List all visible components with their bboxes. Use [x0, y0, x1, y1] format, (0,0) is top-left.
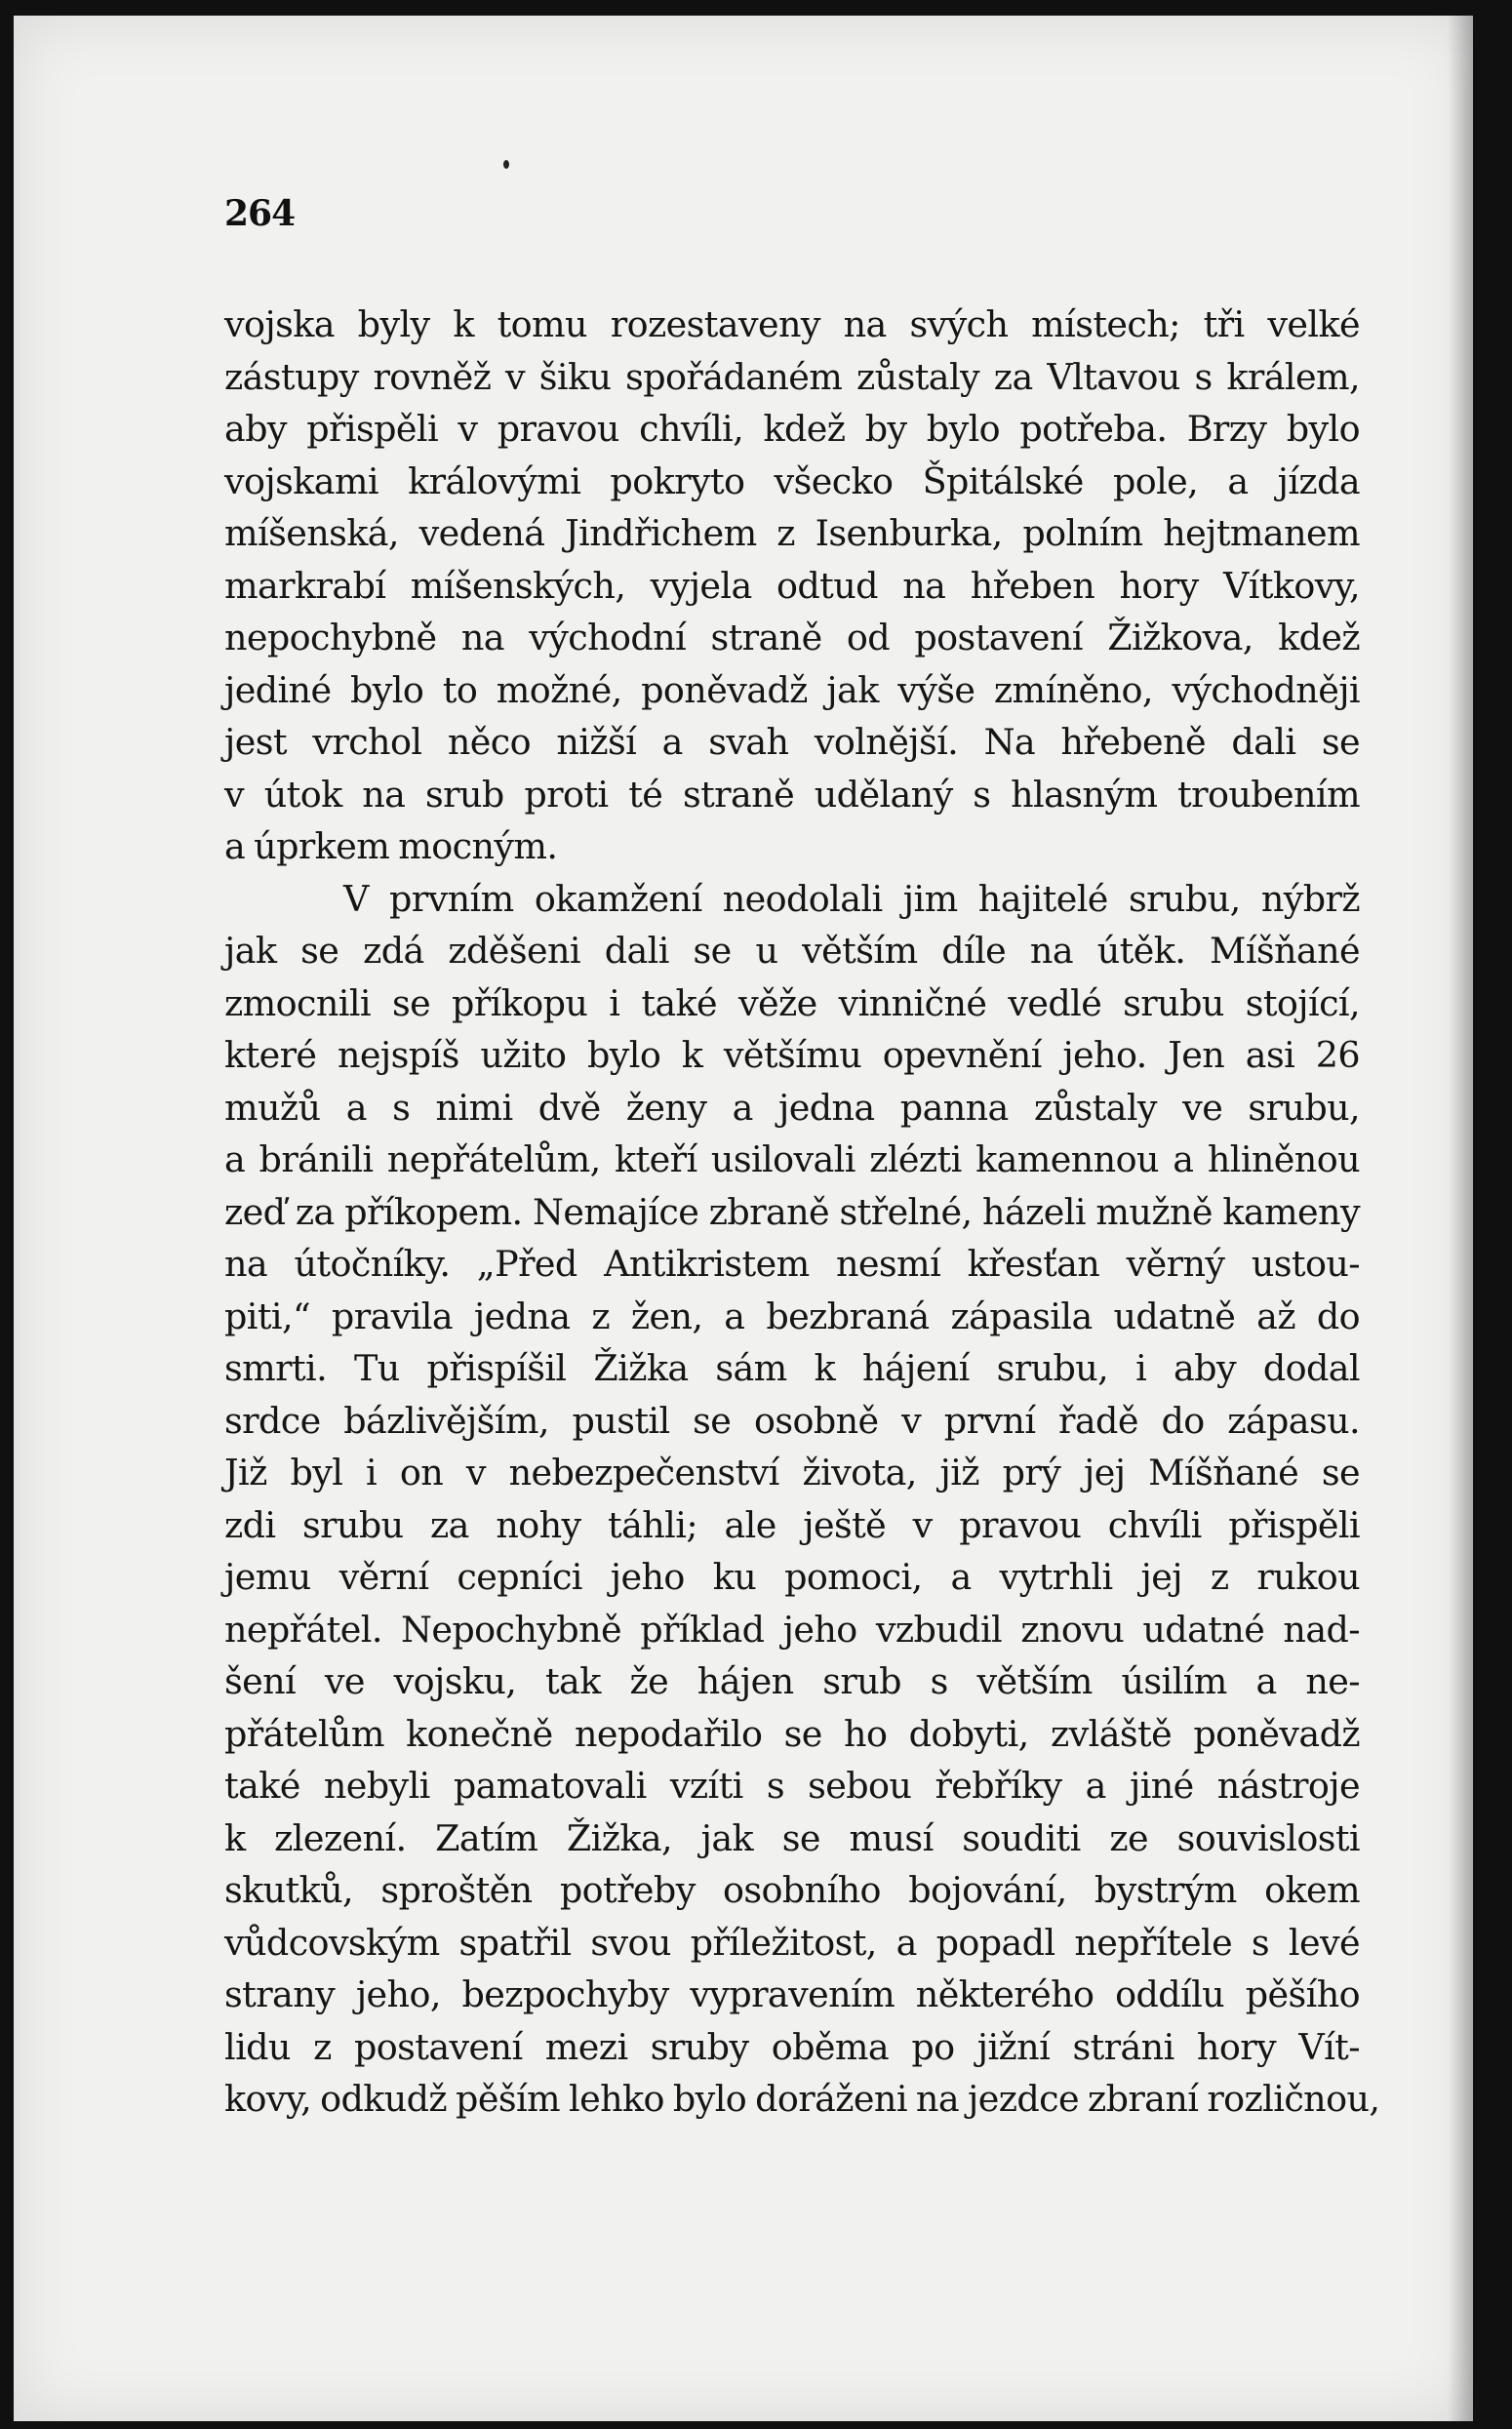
text-line: zeď za příkopem. Nemajíce zbraně střelné, házeli mužně kameny — [224, 1190, 1360, 1233]
text-line: vojska byly k tomu rozestaveny na svých místech; tři velké — [224, 303, 1360, 345]
text-line: na útočníky. „Před Antikristem nesmí křesťan věrný ustou- — [224, 1243, 1360, 1285]
text-line: k zlezení. Zatím Žižka, jak se musí souditi ze souvislosti — [224, 1816, 1360, 1859]
text-line: v útok na srub proti té straně udělaný s hlasným troubením — [224, 773, 1360, 816]
text-line: jemu věrní cepníci jeho ku pomoci, a vytrhli jej z rukou — [224, 1556, 1360, 1598]
page-number: 264 — [224, 193, 296, 234]
text-line: kovy, odkudž pěším lehko bylo doráženi na jezdce zbraní rozličnou, — [224, 2078, 1380, 2120]
text-line: jediné bylo to možné, poněvadž jak výše zmíněno, východněji — [224, 668, 1360, 711]
text-line: srdce bázlivějším, pustil se osobně v první řadě do zápasu. — [224, 1399, 1360, 1442]
book-page — [14, 16, 1473, 2421]
text-line: také nebyli pamatovali vzíti s sebou řebříky a jiné nástroje — [224, 1765, 1360, 1807]
text-line: jest vrchol něco nižší a svah volnější. Na hřebeně dali se — [224, 721, 1360, 763]
text-line: a bránili nepřátelům, kteří usilovali zlézti kamennou a hliněnou — [224, 1138, 1360, 1180]
page-edge-shadow — [1448, 16, 1473, 2421]
text-line: strany jeho, bezpochyby vypravením některého oddílu pěšího — [224, 1973, 1360, 2015]
text-line: zmocnili se příkopu i také věže vinničné vedlé srubu stojící, — [224, 981, 1360, 1024]
text-line: míšenská, vedená Jindřichem z Isenburka, polním hejtmanem — [224, 512, 1360, 554]
text-line: přátelům konečně nepodařilo se ho dobyti, zvláště poněvadž — [224, 1712, 1360, 1755]
body-text — [224, 299, 1380, 2126]
text-line: Již byl i on v nebezpečenství života, již prý jej Míšňané se — [224, 1452, 1360, 1493]
text-line: aby přispěli v pravou chvíli, kdež by bylo potřeba. Brzy bylo — [224, 408, 1360, 450]
text-line: mužů a s nimi dvě ženy a jedna panna zůstaly ve srubu, — [224, 1086, 1360, 1129]
text-line: skutků, sproštěn potřeby osobního bojování, bystrým okem — [224, 1869, 1360, 1911]
ink-speck — [503, 160, 509, 169]
text-line: smrti. Tu přispíšil Žižka sám k hájení srubu, i aby dodal — [224, 1347, 1360, 1389]
paragraph-start-line: V prvním okamžení neodolali jim hajitelé srubu, nýbrž — [343, 877, 1360, 920]
text-line: zdi srubu za nohy táhli; ale ještě v pravou chvíli přispěli — [224, 1503, 1360, 1546]
text-line: jak se zdá zděšeni dali se u větším díle na útěk. Míšňané — [224, 930, 1360, 972]
paragraph-end-line: a úprkem mocným. — [224, 825, 558, 867]
text-line: nepochybně na východní straně od postavení Žižkova, kdež — [224, 617, 1360, 658]
text-line: piti,“ pravila jedna z žen, a bezbraná zápasila udatně až do — [224, 1294, 1360, 1337]
text-line: vojskami královými pokryto všecko Špitálské pole, a jízda — [224, 459, 1360, 502]
text-line: které nejspíš užito bylo k většímu opevnění jeho. Jen asi 26 — [224, 1034, 1360, 1076]
text-line: lidu z postavení mezi sruby oběma po jižní stráni hory Vít- — [224, 2025, 1360, 2068]
text-line: šení ve vojsku, tak že hájen srub s větším úsilím a ne- — [224, 1660, 1360, 1702]
text-line: vůdcovským spatřil svou příležitost, a popadl nepřítele s levé — [224, 1921, 1360, 1964]
text-line: zástupy rovněž v šiku spořádaném zůstaly za Vltavou s králem, — [224, 355, 1360, 398]
text-line: nepřátel. Nepochybně příklad jeho vzbudil znovu udatné nad- — [224, 1608, 1360, 1651]
text-line: markrabí míšenských, vyjela odtud na hřeben hory Vítkovy, — [224, 564, 1360, 607]
